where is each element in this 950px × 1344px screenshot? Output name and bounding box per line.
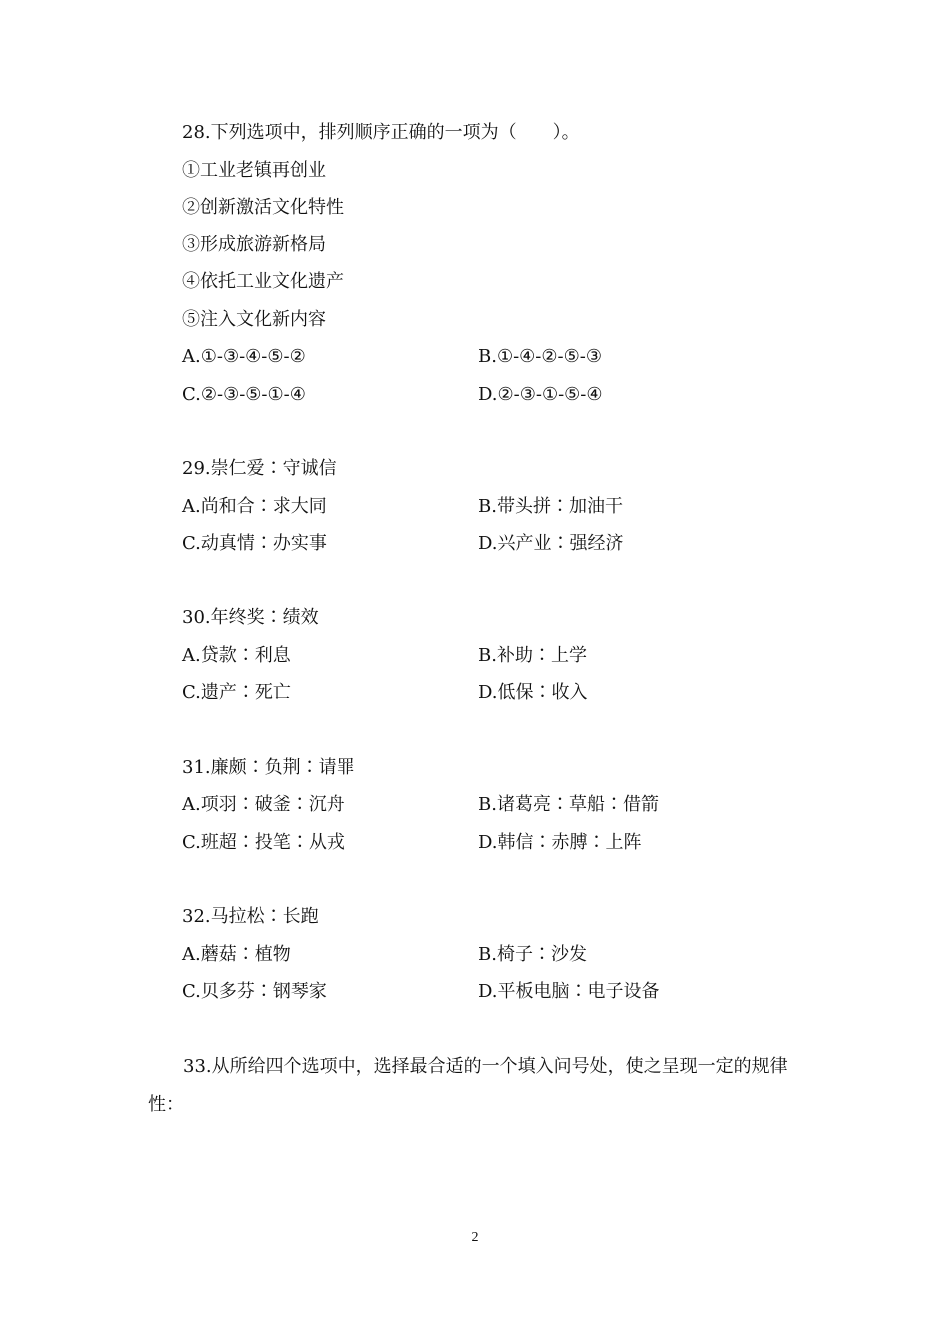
q31-option-b: B.诸葛亮∶草船∶借箭	[478, 794, 659, 815]
q32-stem: 32.马拉松∶长跑	[182, 906, 319, 927]
q31-option-c: C.班超∶投笔∶从戎	[182, 832, 345, 853]
q31-option-a: A.项羽∶破釜∶沉舟	[182, 794, 345, 815]
q30-option-a: A.贷款∶利息	[182, 645, 291, 666]
q28-stem: 28.下列选项中，排列顺序正确的一项为（ ）。	[182, 122, 580, 143]
q32-option-d: D.平板电脑∶电子设备	[478, 981, 660, 1002]
q28-option-d: D.②-③-①-⑤-④	[478, 384, 603, 405]
q28-item-2: ②创新激活文化特性	[182, 197, 344, 218]
q32-option-a: A.蘑菇∶植物	[182, 944, 291, 965]
q33-stem: 33.从所给四个选项中，选择最合适的一个填入问号处，使之呈现一定的规律性：	[148, 1056, 788, 1115]
q32-option-c: C.贝多芬∶钢琴家	[182, 981, 327, 1002]
q28-item-5: ⑤注入文化新内容	[182, 309, 326, 330]
q28-option-b: B.①-④-②-⑤-③	[478, 346, 602, 367]
q30-option-d: D.低保∶收入	[478, 682, 588, 703]
q32-option-b: B.椅子∶沙发	[478, 944, 587, 965]
q28-item-4: ④依托工业文化遗产	[182, 271, 344, 292]
page-number: 2	[471, 1230, 479, 1245]
q29-option-b: B.带头拼∶加油干	[478, 496, 623, 517]
q29-option-c: C.动真情∶办实事	[182, 533, 327, 554]
q28-option-a: A.①-③-④-⑤-②	[182, 346, 306, 367]
q29-option-a: A.尚和合∶求大同	[182, 496, 327, 517]
q30-stem: 30.年终奖∶绩效	[182, 607, 319, 628]
q28-option-c: C.②-③-⑤-①-④	[182, 384, 306, 405]
q31-option-d: D.韩信∶赤膊∶上阵	[478, 832, 642, 853]
q29-option-d: D.兴产业∶强经济	[478, 533, 624, 554]
q30-option-b: B.补助∶上学	[478, 645, 587, 666]
q30-option-c: C.遗产∶死亡	[182, 682, 291, 703]
q33-paragraph	[148, 1048, 818, 1124]
q31-stem: 31.廉颇∶负荆∶请罪	[182, 757, 355, 778]
q28-item-3: ③形成旅游新格局	[182, 234, 326, 255]
q28-item-1: ①工业老镇再创业	[182, 160, 326, 181]
q29-stem: 29.崇仁爱∶守诚信	[182, 458, 337, 479]
